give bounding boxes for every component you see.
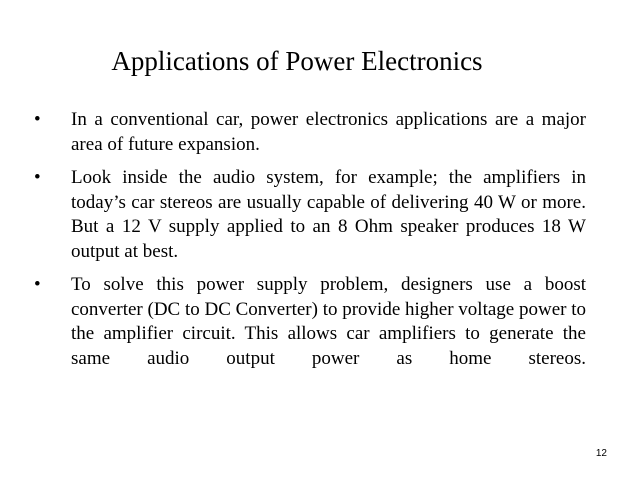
- bullet-dot-icon: •: [34, 274, 41, 295]
- bullet-item: [34, 108, 586, 157]
- bullet-dot-icon: •: [34, 167, 41, 188]
- bullet-text: Look inside the audio system, for example; the amplifiers in today’s car stereos are usually capable of delivering 40 W or more. But a 12 V supply applied to an 8 Ohm speaker produces 18 W output at best.: [71, 167, 586, 262]
- slide-title: Applications of Power Electronics: [111, 46, 483, 76]
- page-number: 12: [595, 448, 607, 459]
- bullet-item: [34, 273, 586, 371]
- bullet-dot-icon: •: [34, 109, 41, 130]
- bullet-list: [34, 108, 586, 380]
- bullet-text: To solve this power supply problem, designers use a boost converter (DC to DC Converter) to provide higher voltage power to the amplifier circuit. This allows car amplifiers to generate the same audio output power as home stereos.: [71, 274, 586, 369]
- bullet-text: In a conventional car, power electronics applications are a major area of future expansion.: [71, 109, 586, 155]
- bullet-item: [34, 166, 586, 264]
